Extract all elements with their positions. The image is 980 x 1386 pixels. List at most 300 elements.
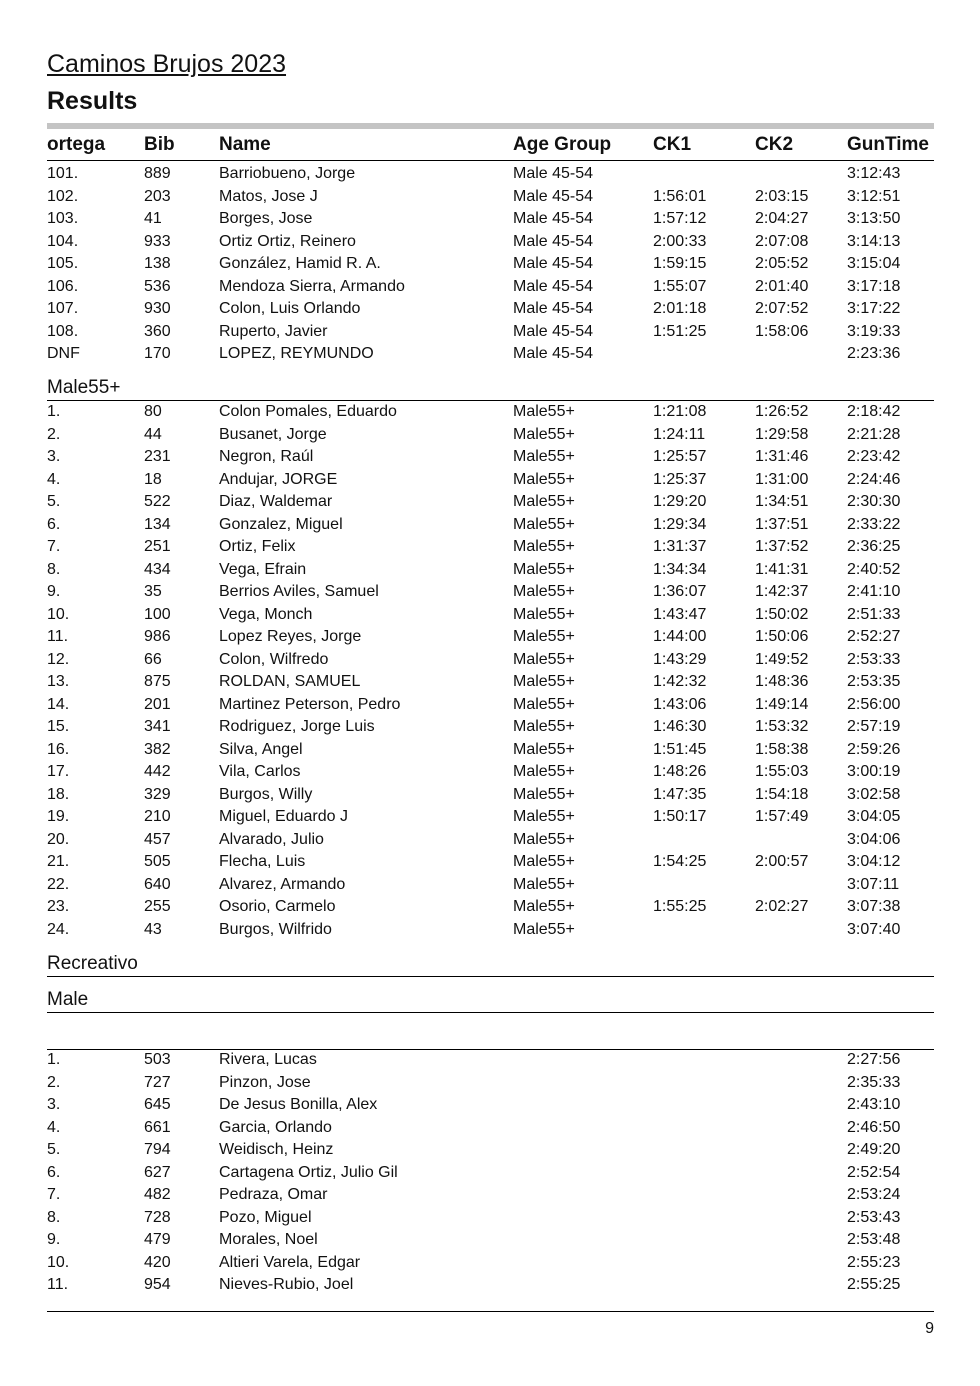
cell-bib: 457 bbox=[144, 830, 171, 848]
cell-age-group: Male 45-54 bbox=[513, 300, 594, 317]
cell-ck2: 1:34:51 bbox=[755, 493, 809, 510]
cell-ck2: 2:00:57 bbox=[755, 853, 809, 870]
cell-ck2: 1:37:51 bbox=[755, 515, 809, 533]
cell-ck2: 1:55:03 bbox=[755, 763, 809, 780]
cell-bib: 201 bbox=[144, 695, 171, 713]
cell-ck2: 2:04:27 bbox=[755, 210, 809, 227]
table-row bbox=[47, 1072, 934, 1095]
cell-guntime: 2:49:20 bbox=[847, 1141, 901, 1158]
cell-place: 11. bbox=[47, 628, 69, 645]
cell-guntime: 2:53:48 bbox=[847, 1231, 901, 1248]
cell-ck2: 1:37:52 bbox=[755, 538, 809, 555]
cell-ck2: 1:49:52 bbox=[755, 650, 809, 668]
cell-place: DNF bbox=[47, 345, 80, 362]
section-subheading-male: Male bbox=[47, 988, 934, 1013]
cell-name: Colon, Wilfredo bbox=[219, 650, 329, 668]
cell-ck1: 1:54:25 bbox=[653, 853, 707, 870]
cell-name: Matos, Jose J bbox=[219, 187, 318, 205]
column-header-ck2: CK2 bbox=[755, 134, 794, 155]
cell-place: 103. bbox=[47, 210, 79, 227]
table-row bbox=[47, 298, 934, 321]
cell-ck2: 1:41:31 bbox=[755, 560, 809, 578]
cell-bib: 66 bbox=[144, 650, 162, 668]
cell-guntime: 2:59:26 bbox=[847, 740, 901, 758]
cell-guntime: 2:30:30 bbox=[847, 493, 901, 510]
cell-ck2: 1:42:37 bbox=[755, 583, 809, 600]
cell-age-group: Male 45-54 bbox=[513, 322, 594, 340]
cell-place: 2. bbox=[47, 1073, 61, 1091]
cell-name: Garcia, Orlando bbox=[219, 1118, 332, 1136]
cell-ck1: 1:36:07 bbox=[653, 583, 707, 600]
cell-guntime: 2:57:19 bbox=[847, 718, 901, 735]
cell-name: Lopez Reyes, Jorge bbox=[219, 628, 362, 645]
cell-place: 104. bbox=[47, 232, 79, 250]
cell-ck2: 1:26:52 bbox=[755, 403, 809, 420]
cell-guntime: 2:23:42 bbox=[847, 448, 901, 465]
cell-guntime: 2:24:46 bbox=[847, 470, 901, 488]
cell-guntime: 2:23:36 bbox=[847, 345, 901, 362]
cell-guntime: 3:02:58 bbox=[847, 785, 901, 803]
table-row bbox=[47, 1229, 934, 1252]
cell-name: Borges, Jose bbox=[219, 210, 313, 227]
cell-ck1: 1:44:00 bbox=[653, 628, 707, 645]
cell-ck1: 1:59:15 bbox=[653, 255, 707, 272]
cell-name: Diaz, Waldemar bbox=[219, 493, 333, 510]
table-row bbox=[47, 321, 934, 344]
table-row bbox=[47, 343, 934, 366]
cell-place: 24. bbox=[47, 920, 70, 938]
cell-bib: 889 bbox=[144, 165, 171, 182]
section-male-45-54 bbox=[47, 163, 934, 366]
cell-age-group: Male55+ bbox=[513, 583, 575, 600]
cell-guntime: 2:55:25 bbox=[847, 1276, 901, 1293]
table-row bbox=[47, 1184, 934, 1207]
section-heading-recreativo: Recreativo bbox=[47, 952, 934, 977]
cell-place: 16. bbox=[47, 740, 70, 758]
cell-ck2: 1:57:49 bbox=[755, 808, 809, 825]
event-title: Caminos Brujos 2023 bbox=[47, 50, 287, 78]
cell-name: Martinez Peterson, Pedro bbox=[219, 695, 401, 713]
cell-ck1: 2:01:18 bbox=[653, 300, 707, 317]
cell-guntime: 3:04:05 bbox=[847, 808, 901, 825]
cell-name: Barriobueno, Jorge bbox=[219, 165, 356, 182]
cell-ck1: 1:55:07 bbox=[653, 277, 707, 295]
cell-guntime: 3:12:51 bbox=[847, 187, 901, 205]
section-male55 bbox=[47, 401, 934, 941]
cell-place: 4. bbox=[47, 1118, 61, 1136]
cell-place: 2. bbox=[47, 425, 61, 443]
cell-guntime: 2:40:52 bbox=[847, 560, 901, 578]
footer-divider bbox=[47, 1311, 934, 1312]
table-row bbox=[47, 559, 934, 582]
cell-place: 3. bbox=[47, 448, 61, 465]
cell-name: Berrios Aviles, Samuel bbox=[219, 583, 379, 600]
cell-ck1: 1:57:12 bbox=[653, 210, 707, 227]
cell-bib: 442 bbox=[144, 763, 171, 780]
cell-ck2: 1:48:36 bbox=[755, 673, 809, 690]
cell-bib: 341 bbox=[144, 718, 171, 735]
cell-ck1: 1:29:20 bbox=[653, 493, 707, 510]
cell-guntime: 3:00:19 bbox=[847, 763, 901, 780]
cell-place: 21. bbox=[47, 853, 70, 870]
cell-bib: 505 bbox=[144, 853, 171, 870]
table-row bbox=[47, 1207, 934, 1230]
cell-guntime: 3:19:33 bbox=[847, 322, 901, 340]
cell-age-group: Male55+ bbox=[513, 920, 575, 938]
cell-name: Osorio, Carmelo bbox=[219, 898, 336, 915]
cell-age-group: Male55+ bbox=[513, 538, 575, 555]
cell-guntime: 2:52:27 bbox=[847, 628, 901, 645]
cell-guntime: 3:07:11 bbox=[847, 875, 900, 893]
cell-name: Alvarado, Julio bbox=[219, 830, 324, 848]
column-header-ck1: CK1 bbox=[653, 134, 692, 155]
column-header-name: Name bbox=[219, 134, 271, 155]
cell-guntime: 2:56:00 bbox=[847, 695, 901, 713]
table-row bbox=[47, 671, 934, 694]
cell-age-group: Male 45-54 bbox=[513, 255, 594, 272]
cell-place: 3. bbox=[47, 1096, 61, 1113]
cell-bib: 43 bbox=[144, 920, 162, 938]
cell-bib: 360 bbox=[144, 322, 171, 340]
cell-guntime: 2:33:22 bbox=[847, 515, 901, 533]
table-row bbox=[47, 716, 934, 739]
cell-bib: 41 bbox=[144, 210, 162, 227]
cell-ck1: 2:00:33 bbox=[653, 232, 707, 250]
table-row bbox=[47, 806, 934, 829]
table-row bbox=[47, 1274, 934, 1297]
cell-ck2: 2:01:40 bbox=[755, 277, 809, 295]
cell-place: 108. bbox=[47, 322, 79, 340]
cell-place: 8. bbox=[47, 1208, 61, 1226]
cell-bib: 479 bbox=[144, 1231, 171, 1248]
cell-age-group: Male55+ bbox=[513, 448, 575, 465]
cell-bib: 627 bbox=[144, 1163, 171, 1181]
table-row bbox=[47, 761, 934, 784]
cell-guntime: 3:17:22 bbox=[847, 300, 901, 317]
cell-name: Vega, Efrain bbox=[219, 560, 307, 578]
cell-place: 106. bbox=[47, 277, 79, 295]
cell-bib: 645 bbox=[144, 1096, 171, 1113]
cell-ck1: 1:21:08 bbox=[653, 403, 707, 420]
cell-bib: 18 bbox=[144, 470, 162, 488]
page-number: 9 bbox=[925, 1320, 934, 1337]
cell-ck2: 1:50:02 bbox=[755, 605, 809, 623]
cell-age-group: Male 45-54 bbox=[513, 210, 594, 227]
cell-ck1: 1:43:06 bbox=[653, 695, 707, 713]
cell-age-group: Male55+ bbox=[513, 403, 575, 420]
cell-bib: 100 bbox=[144, 605, 171, 623]
cell-name: González, Hamid R. A. bbox=[219, 255, 381, 272]
cell-bib: 482 bbox=[144, 1186, 171, 1203]
cell-bib: 203 bbox=[144, 187, 171, 205]
cell-name: Ortiz, Felix bbox=[219, 538, 296, 555]
cell-place: 19. bbox=[47, 808, 70, 825]
cell-ck2: 2:07:52 bbox=[755, 300, 809, 317]
table-row bbox=[47, 784, 934, 807]
cell-ck1: 1:47:35 bbox=[653, 785, 707, 803]
cell-age-group: Male55+ bbox=[513, 628, 575, 645]
cell-place: 18. bbox=[47, 785, 70, 803]
cell-ck2: 2:03:15 bbox=[755, 187, 809, 205]
cell-bib: 661 bbox=[144, 1118, 171, 1136]
cell-bib: 434 bbox=[144, 560, 171, 578]
cell-ck2: 1:58:38 bbox=[755, 740, 809, 758]
cell-guntime: 3:04:12 bbox=[847, 853, 901, 870]
cell-bib: 933 bbox=[144, 232, 171, 250]
cell-guntime: 3:14:13 bbox=[847, 232, 901, 250]
table-row bbox=[47, 626, 934, 649]
cell-ck2: 1:49:14 bbox=[755, 695, 809, 713]
cell-name: Gonzalez, Miguel bbox=[219, 515, 343, 533]
cell-ck2: 1:54:18 bbox=[755, 785, 809, 803]
cell-bib: 210 bbox=[144, 808, 171, 825]
table-row bbox=[47, 514, 934, 537]
section-heading-male55: Male55+ bbox=[47, 376, 934, 401]
table-row bbox=[47, 1117, 934, 1140]
cell-place: 6. bbox=[47, 515, 61, 533]
cell-guntime: 2:53:33 bbox=[847, 650, 901, 668]
cell-bib: 640 bbox=[144, 875, 171, 893]
cell-place: 6. bbox=[47, 1163, 61, 1181]
cell-name: Flecha, Luis bbox=[219, 853, 306, 870]
cell-ck1: 1:43:47 bbox=[653, 605, 707, 623]
table-row bbox=[47, 896, 934, 919]
cell-age-group: Male55+ bbox=[513, 740, 575, 758]
table-row bbox=[47, 401, 934, 424]
cell-guntime: 2:41:10 bbox=[847, 583, 901, 600]
cell-ck1: 1:55:25 bbox=[653, 898, 707, 915]
cell-age-group: Male 45-54 bbox=[513, 165, 594, 182]
cell-name: Busanet, Jorge bbox=[219, 425, 327, 443]
cell-bib: 170 bbox=[144, 345, 171, 362]
cell-name: Altieri Varela, Edgar bbox=[219, 1253, 361, 1271]
column-header-place: ortega bbox=[47, 134, 106, 155]
cell-age-group: Male55+ bbox=[513, 808, 575, 825]
cell-place: 102. bbox=[47, 187, 79, 205]
table-row bbox=[47, 276, 934, 299]
cell-place: 5. bbox=[47, 1141, 61, 1158]
cell-ck2: 1:31:46 bbox=[755, 448, 809, 465]
cell-guntime: 2:27:56 bbox=[847, 1051, 901, 1068]
table-row bbox=[47, 491, 934, 514]
cell-age-group: Male55+ bbox=[513, 470, 575, 488]
table-row bbox=[47, 469, 934, 492]
cell-age-group: Male55+ bbox=[513, 875, 575, 893]
cell-name: Weidisch, Heinz bbox=[219, 1141, 334, 1158]
table-row bbox=[47, 581, 934, 604]
cell-place: 101. bbox=[47, 165, 79, 182]
cell-age-group: Male55+ bbox=[513, 785, 575, 803]
cell-place: 8. bbox=[47, 560, 61, 578]
cell-ck2: 1:29:58 bbox=[755, 425, 809, 443]
table-row bbox=[47, 446, 934, 469]
cell-place: 1. bbox=[47, 1051, 61, 1068]
table-row bbox=[47, 649, 934, 672]
cell-name: Vega, Monch bbox=[219, 605, 313, 623]
cell-ck1: 1:31:37 bbox=[653, 538, 707, 555]
table-row bbox=[47, 919, 934, 942]
cell-place: 13. bbox=[47, 673, 70, 690]
cell-ck1: 1:46:30 bbox=[653, 718, 707, 735]
cell-ck1: 1:25:37 bbox=[653, 470, 707, 488]
cell-name: Colon, Luis Orlando bbox=[219, 300, 361, 317]
cell-place: 7. bbox=[47, 538, 61, 555]
cell-guntime: 3:04:06 bbox=[847, 830, 901, 848]
cell-ck1: 1:50:17 bbox=[653, 808, 707, 825]
cell-place: 9. bbox=[47, 1231, 61, 1248]
cell-ck1: 1:29:34 bbox=[653, 515, 707, 533]
cell-place: 1. bbox=[47, 403, 61, 420]
cell-place: 4. bbox=[47, 470, 61, 488]
cell-guntime: 2:35:33 bbox=[847, 1073, 901, 1091]
cell-ck2: 1:31:00 bbox=[755, 470, 809, 488]
table-header bbox=[47, 134, 934, 161]
cell-guntime: 3:07:40 bbox=[847, 920, 901, 938]
cell-bib: 420 bbox=[144, 1253, 171, 1271]
table-row bbox=[47, 231, 934, 254]
table-row bbox=[47, 1139, 934, 1162]
table-row bbox=[47, 1162, 934, 1185]
table-row bbox=[47, 851, 934, 874]
table-row bbox=[47, 186, 934, 209]
table-row bbox=[47, 739, 934, 762]
cell-name: Ruperto, Javier bbox=[219, 322, 328, 340]
cell-name: Silva, Angel bbox=[219, 740, 303, 758]
table-row bbox=[47, 163, 934, 186]
cell-place: 10. bbox=[47, 605, 70, 623]
cell-name: Burgos, Wilfrido bbox=[219, 920, 332, 938]
table-row bbox=[47, 253, 934, 276]
cell-age-group: Male55+ bbox=[513, 605, 575, 623]
table-row bbox=[47, 424, 934, 447]
cell-ck1: 1:34:34 bbox=[653, 560, 707, 578]
cell-bib: 251 bbox=[144, 538, 171, 555]
cell-bib: 329 bbox=[144, 785, 171, 803]
cell-age-group: Male55+ bbox=[513, 673, 575, 690]
cell-bib: 536 bbox=[144, 277, 171, 295]
cell-ck2: 2:05:52 bbox=[755, 255, 809, 272]
cell-name: Rivera, Lucas bbox=[219, 1051, 317, 1068]
cell-bib: 930 bbox=[144, 300, 171, 317]
cell-bib: 727 bbox=[144, 1073, 171, 1091]
cell-bib: 231 bbox=[144, 448, 171, 465]
cell-age-group: Male 45-54 bbox=[513, 277, 594, 295]
cell-bib: 138 bbox=[144, 255, 171, 272]
cell-ck2: 2:02:27 bbox=[755, 898, 809, 915]
table-row bbox=[47, 208, 934, 231]
cell-ck1: 1:51:45 bbox=[653, 740, 707, 758]
cell-age-group: Male55+ bbox=[513, 853, 575, 870]
cell-ck1: 1:51:25 bbox=[653, 322, 707, 340]
cell-guntime: 3:13:50 bbox=[847, 210, 901, 227]
cell-guntime: 2:43:10 bbox=[847, 1096, 901, 1113]
table-row bbox=[47, 604, 934, 627]
table-row bbox=[47, 829, 934, 852]
cell-age-group: Male55+ bbox=[513, 763, 575, 780]
cell-ck1: 1:24:11 bbox=[653, 425, 706, 443]
header-divider bbox=[47, 123, 934, 129]
cell-name: Vila, Carlos bbox=[219, 763, 301, 780]
cell-guntime: 2:53:43 bbox=[847, 1208, 901, 1226]
cell-place: 5. bbox=[47, 493, 61, 510]
cell-name: Nieves-Rubio, Joel bbox=[219, 1276, 354, 1293]
cell-name: Rodriguez, Jorge Luis bbox=[219, 718, 375, 735]
column-header-guntime: GunTime bbox=[847, 134, 929, 155]
cell-age-group: Male55+ bbox=[513, 718, 575, 735]
cell-guntime: 2:53:35 bbox=[847, 673, 901, 690]
cell-ck1: 1:56:01 bbox=[653, 187, 707, 205]
cell-guntime: 2:52:54 bbox=[847, 1163, 901, 1181]
cell-ck2: 1:58:06 bbox=[755, 322, 809, 340]
cell-guntime: 3:12:43 bbox=[847, 165, 901, 182]
cell-age-group: Male55+ bbox=[513, 515, 575, 533]
cell-age-group: Male 45-54 bbox=[513, 232, 594, 250]
cell-bib: 728 bbox=[144, 1208, 171, 1226]
column-header-bib: Bib bbox=[144, 134, 175, 155]
cell-name: De Jesus Bonilla, Alex bbox=[219, 1096, 378, 1113]
cell-bib: 134 bbox=[144, 515, 171, 533]
cell-place: 12. bbox=[47, 650, 70, 668]
cell-name: Pedraza, Omar bbox=[219, 1186, 328, 1203]
cell-name: Pinzon, Jose bbox=[219, 1073, 311, 1091]
table-row bbox=[47, 874, 934, 897]
cell-age-group: Male 45-54 bbox=[513, 187, 594, 205]
cell-bib: 986 bbox=[144, 628, 171, 645]
cell-guntime: 2:18:42 bbox=[847, 403, 901, 420]
cell-bib: 255 bbox=[144, 898, 171, 915]
cell-place: 23. bbox=[47, 898, 70, 915]
cell-place: 17. bbox=[47, 763, 70, 780]
cell-guntime: 2:51:33 bbox=[847, 605, 901, 623]
cell-bib: 503 bbox=[144, 1051, 171, 1068]
cell-age-group: Male55+ bbox=[513, 830, 575, 848]
column-header-age-group: Age Group bbox=[513, 134, 612, 155]
cell-ck2: 2:07:08 bbox=[755, 232, 809, 250]
table-row bbox=[47, 1049, 934, 1072]
cell-bib: 382 bbox=[144, 740, 171, 758]
table-row bbox=[47, 1094, 934, 1117]
cell-place: 14. bbox=[47, 695, 70, 713]
cell-age-group: Male55+ bbox=[513, 898, 575, 915]
cell-guntime: 2:46:50 bbox=[847, 1118, 901, 1136]
table-row bbox=[47, 1252, 934, 1275]
cell-name: Morales, Noel bbox=[219, 1231, 318, 1248]
cell-guntime: 2:55:23 bbox=[847, 1253, 901, 1271]
cell-guntime: 2:53:24 bbox=[847, 1186, 901, 1203]
cell-ck1: 1:42:32 bbox=[653, 673, 707, 690]
cell-bib: 954 bbox=[144, 1276, 171, 1293]
cell-name: Ortiz Ortiz, Reinero bbox=[219, 232, 356, 250]
cell-ck1: 1:48:26 bbox=[653, 763, 707, 780]
cell-name: Alvarez, Armando bbox=[219, 875, 346, 893]
cell-guntime: 2:21:28 bbox=[847, 425, 901, 443]
cell-age-group: Male55+ bbox=[513, 493, 575, 510]
cell-place: 105. bbox=[47, 255, 79, 272]
cell-ck1: 1:25:57 bbox=[653, 448, 707, 465]
cell-guntime: 2:36:25 bbox=[847, 538, 901, 555]
cell-name: Cartagena Ortiz, Julio Gil bbox=[219, 1163, 398, 1181]
cell-place: 9. bbox=[47, 583, 61, 600]
cell-age-group: Male 45-54 bbox=[513, 345, 594, 362]
table-row bbox=[47, 536, 934, 559]
cell-guntime: 3:07:38 bbox=[847, 898, 901, 915]
cell-bib: 875 bbox=[144, 673, 171, 690]
cell-bib: 794 bbox=[144, 1141, 171, 1158]
cell-name: Andujar, JORGE bbox=[219, 470, 338, 488]
cell-name: Negron, Raúl bbox=[219, 448, 314, 465]
cell-place: 20. bbox=[47, 830, 70, 848]
cell-bib: 522 bbox=[144, 493, 171, 510]
